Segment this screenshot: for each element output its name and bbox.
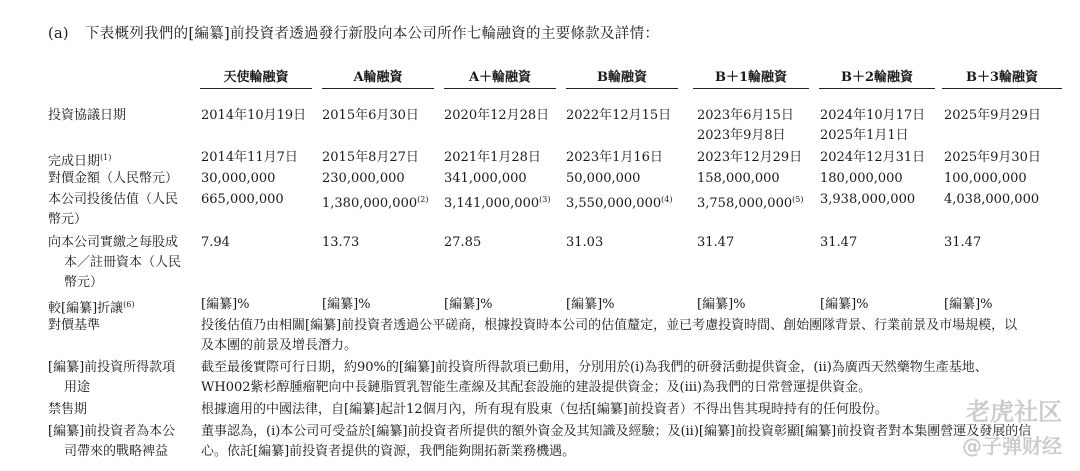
column-header-4: B輪融資 xyxy=(566,66,678,89)
cell-discount-1: [編纂]% xyxy=(201,297,250,312)
cell-discount-3: [編纂]% xyxy=(444,297,493,312)
cell-agreement-3: 2020年12月28日 xyxy=(444,108,550,123)
row-label-proceeds: [編纂]前投資所得款項 xyxy=(48,360,176,375)
cell-consideration-5: 158,000,000 xyxy=(697,171,780,186)
cell-agreement-1: 2014年10月19日 xyxy=(201,108,307,123)
cell-cost-4: 31.03 xyxy=(566,235,604,250)
footnote-marker: (6) xyxy=(123,300,135,309)
valuation-value: 3,758,000,000 xyxy=(697,196,793,211)
column-header-7: B＋3輪融資 xyxy=(942,66,1062,89)
cell-discount-7: [編纂]% xyxy=(944,297,993,312)
row-label-cost: 幣元） xyxy=(64,275,104,290)
cell-valuation-1 xyxy=(201,191,284,209)
valuation-value: 3,938,000,000 xyxy=(820,192,916,207)
cell-valuation-6 xyxy=(820,191,915,209)
row-label-proceeds: 用途 xyxy=(64,380,91,395)
cell-discount-5: [編纂]% xyxy=(697,297,746,312)
cell-completion-3: 2021年1月28日 xyxy=(444,150,541,165)
footnote-marker: (5) xyxy=(792,195,804,204)
cell-agreement-5: 2023年6月15日 xyxy=(697,108,794,123)
column-header-5: B＋1輪融資 xyxy=(693,66,809,89)
row-label-agreement: 投資協議日期 xyxy=(48,108,127,123)
row-label-cost: 本／註冊資本（人民 xyxy=(64,255,182,270)
cell-consideration-3: 341,000,000 xyxy=(444,171,527,186)
valuation-value: 3,141,000,000 xyxy=(444,196,540,211)
proceeds-text: 截至最後實際可行日期，約90%的[編纂]前投資所得款項已動用，分別用於(i)為我們的研發活動提供資金，(ii)為廣西天然藥物生產基地、 xyxy=(201,360,988,375)
lockup-text: 根據適用的中國法律，自[編纂]起計12個月內，所有現有股東（包括[編纂]前投資者）不得出售其現時持有的任何股份。 xyxy=(201,402,888,417)
row-label-discount xyxy=(48,296,135,318)
cell-discount-2: [編纂]% xyxy=(322,297,371,312)
cell-consideration-1: 30,000,000 xyxy=(201,171,276,186)
cell-valuation-3 xyxy=(444,191,550,213)
cell-discount-6: [編纂]% xyxy=(820,297,869,312)
column-header-3: A＋輪融資 xyxy=(444,66,556,89)
row-label-consideration: 對價金額（人民幣元） xyxy=(48,171,179,186)
cell-completion-2: 2015年8月27日 xyxy=(322,150,419,165)
cell-agreement-6: 2025年1月1日 xyxy=(820,128,909,143)
watermark-tiger-community: 老虎社区 xyxy=(966,398,1062,426)
cell-completion-1: 2014年11月7日 xyxy=(201,150,298,165)
cell-agreement-4: 2022年12月15日 xyxy=(566,108,672,123)
basis-text: 及本團的前景及增長潛力。 xyxy=(201,338,358,353)
valuation-value: 4,038,000,000 xyxy=(944,192,1040,207)
row-label-valuation: 本公司投後估值（人民 xyxy=(48,192,179,207)
section-number: (a) xyxy=(48,26,69,42)
row-label-strategic: 司帶來的戰略裨益 xyxy=(64,444,169,459)
row-label-strategic: [編纂]前投資者為本公 xyxy=(48,424,176,439)
completion-label-text: 完成日期 xyxy=(48,154,101,169)
cell-valuation-7 xyxy=(944,191,1039,209)
cell-agreement-6: 2024年10月17日 xyxy=(820,108,926,123)
column-header-6: B＋2輪融資 xyxy=(819,66,935,89)
strategic-text: 董事認為，(i)本公司可受益於[編纂]前投資者所提供的額外資金及其知識及經驗；及(ii)[編纂]前投資彰顯[編纂]前投資者對本集團營運及發展的信 xyxy=(201,424,1032,439)
cell-agreement-2: 2015年6月30日 xyxy=(322,108,419,123)
cell-valuation-2 xyxy=(322,191,428,213)
cell-cost-3: 27.85 xyxy=(444,235,482,250)
valuation-value: 1,380,000,000 xyxy=(322,196,418,211)
cell-completion-5: 2023年12月29日 xyxy=(697,150,803,165)
row-label-basis: 對價基準 xyxy=(48,318,101,333)
cell-cost-1: 7.94 xyxy=(201,235,230,250)
footnote-marker: (1) xyxy=(100,153,112,162)
row-label-cost: 向本公司實繳之每股成 xyxy=(48,235,179,250)
valuation-value: 665,000,000 xyxy=(201,192,284,207)
column-header-2: A輪融資 xyxy=(322,66,434,89)
cell-consideration-2: 230,000,000 xyxy=(322,171,405,186)
proceeds-text: WH002紫杉醇腫瘤靶向中長鏈脂質乳智能生產線及其配套設施的建設提供資金；及(iii)為我們的日常營運提供資金。 xyxy=(201,380,872,395)
intro-line xyxy=(48,22,659,43)
cell-cost-2: 13.73 xyxy=(322,235,360,250)
cell-consideration-4: 50,000,000 xyxy=(566,171,641,186)
cell-cost-6: 31.47 xyxy=(820,235,858,250)
cell-valuation-5 xyxy=(697,191,803,213)
cell-cost-7: 31.47 xyxy=(944,235,982,250)
cell-agreement-7: 2025年9月29日 xyxy=(944,108,1041,123)
cell-consideration-6: 180,000,000 xyxy=(820,171,903,186)
watermark-bullet-finance: @子弹财经 xyxy=(962,434,1062,458)
cell-completion-4: 2023年1月16日 xyxy=(566,150,663,165)
valuation-value: 3,550,000,000 xyxy=(566,196,662,211)
footnote-marker: (2) xyxy=(417,195,429,204)
cell-completion-6: 2024年12月31日 xyxy=(820,150,926,165)
footnote-marker: (3) xyxy=(539,195,551,204)
row-label-lockup: 禁售期 xyxy=(48,402,88,417)
row-label-completion xyxy=(48,149,111,171)
cell-discount-4: [編纂]% xyxy=(566,297,615,312)
discount-label-text: 較[編纂]折讓 xyxy=(48,301,124,316)
cell-agreement-5: 2023年9月8日 xyxy=(697,128,786,143)
cell-completion-7: 2025年9月30日 xyxy=(944,150,1041,165)
column-header-1: 天使輪融資 xyxy=(200,66,312,89)
strategic-text: 心。依託[編纂]前投資者提供的資源，我們能夠開拓新業務機遇。 xyxy=(201,444,576,459)
row-label-valuation: 幣元） xyxy=(48,212,88,227)
cell-consideration-7: 100,000,000 xyxy=(944,171,1027,186)
cell-cost-5: 31.47 xyxy=(697,235,735,250)
cell-valuation-4 xyxy=(566,191,672,213)
basis-text: 投後估值乃由相關[編纂]前投資者透過公平磋商，根據投資時本公司的估值釐定，並已考慮投資時間、創始團隊背景、行業前景及市場規模，以 xyxy=(201,318,1018,333)
footnote-marker: (4) xyxy=(661,195,673,204)
intro-text: 下表概列我們的[編纂]前投資者透過發行新股向本公司所作七輪融資的主要條款及詳情： xyxy=(84,26,660,42)
